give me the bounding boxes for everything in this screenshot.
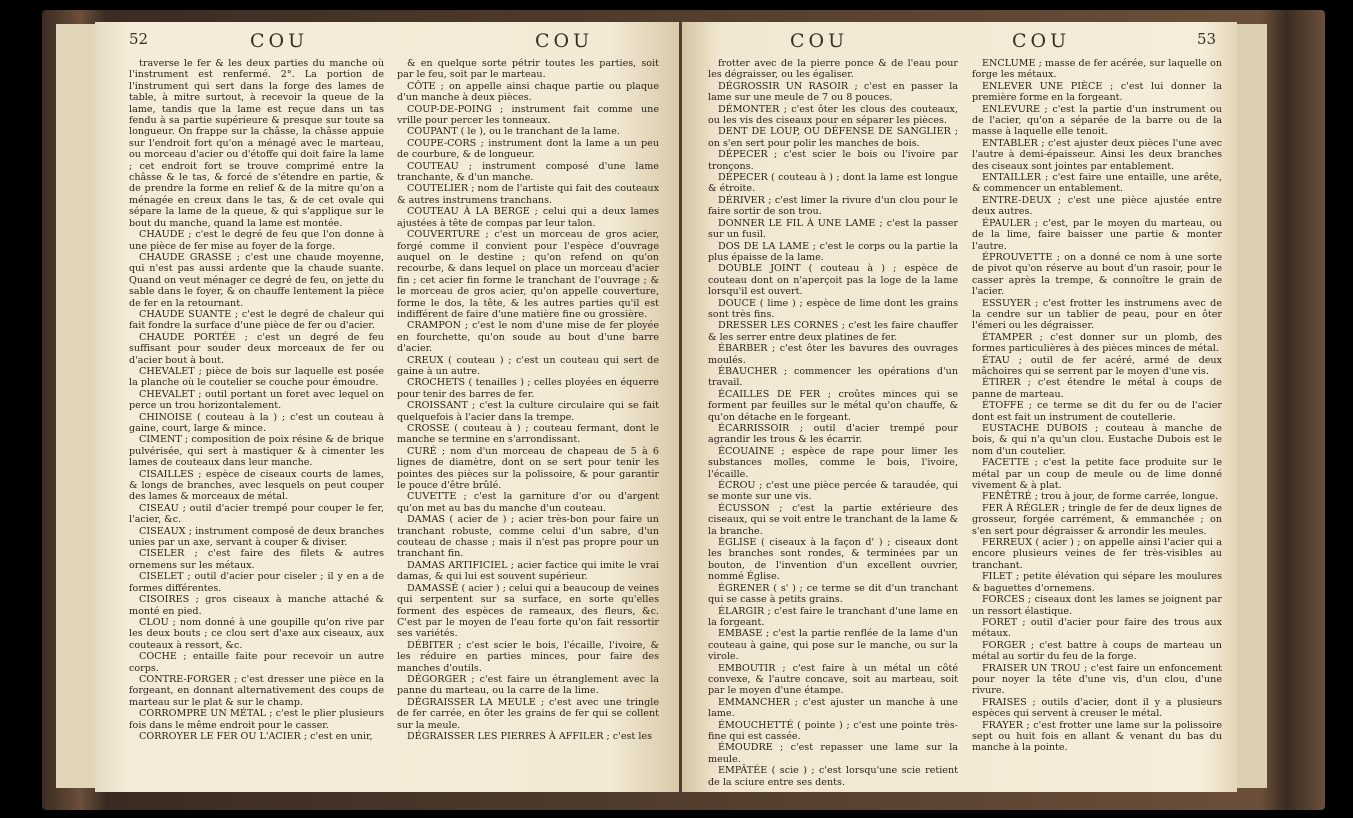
entry-paragraph: CHAUDE ; c'est le degré de feu que l'on donne à une pièce de fer mise au foyer de la forge. — [129, 229, 384, 252]
entry-paragraph: EMBASE ; c'est la partie renflée de la lame d'un couteau à gaine, qui pose sur le manche, ou sur la virole. — [708, 628, 958, 663]
entry-paragraph: DÉPECER ; c'est scier le bois ou l'ivoire par tronçons. — [708, 149, 958, 172]
right-page-edges — [1237, 24, 1267, 788]
entry-paragraph: EMPÂTÉE ( scie ) ; c'est lorsqu'une scie retient de la sciure entre ses dents. — [708, 765, 958, 788]
entry-paragraph: ÉPROUVETTE ; on a donné ce nom à une sorte de pivot qu'on réserve au bout d'un rasoir, pour le casser après la trempe, & connoître le grain de l'acier. — [972, 251, 1222, 298]
entry-paragraph: ÉPAULER ; c'est, par le moyen du marteau, ou de la lime, faire baisser une partie & monter l'autre. — [972, 217, 1222, 252]
entry-paragraph: FRAISER UN TROU ; c'est faire un enfoncement pour noyer la tête d'une vis, d'un clou, d'une rivure. — [972, 662, 1222, 697]
entry-paragraph: ÉTIRER ; c'est étendre le métal à coups de panne de marteau. — [972, 377, 1222, 400]
entry-paragraph: ENTABLER ; c'est ajuster deux pièces l'une avec l'autre à demi-épaisseur. Ainsi les deux branches des ciseaux sont jointes par entablement. — [972, 137, 1222, 172]
entry-paragraph: DÉPECER ( couteau à ) ; dont la lame est longue & étroite. — [708, 172, 958, 195]
entry-paragraph: ÉMOUCHETTÉ ( pointe ) ; c'est une pointe très-fine qui est cassée. — [708, 719, 958, 742]
entry-paragraph: CHEVALET ; outil portant un foret avec lequel on perce un trou horizontalement. — [129, 388, 384, 412]
entry-paragraph: CHINOISE ( couteau à la ) ; c'est un couteau à gaine, court, large & mince. — [129, 411, 384, 434]
entry-paragraph: CHEVALET ; pièce de bois sur laquelle est posée la planche où le coutelier se couche pour émoudre. — [129, 365, 384, 389]
entry-paragraph: COUP-DE-POING ; instrument fait comme une vrille pour percer les tonneaux. — [397, 103, 659, 127]
entry-paragraph: traverse le fer & les deux parties du manche où l'instrument est renfermé. 2°. La portion de l'instrument qui sert dans la forge des lames de table, à mitre surtout, à recevoir la queue de la lame, tandis que la lame est reçue dans un tas fendu à sa partie supérieure & presque sur toute sa longueur. On frappe sur la châsse, la châsse appuie sur l'endroit fort qu'on a ménagé avec le marteau, ou morceau d'acier ou d'étoffe qui doit faire la lame ; cet endroit fort se trouve comprimé entre la châsse & le tas, & forcé de s'étendre en partie, & de prendre la forme en relief & de la mitre qu'on a ménagée en creux dans le tas, & de cet ovale qui sépare la lame de la queue, & qui s'applique sur le bout du manche, quand la lame est montée. — [129, 58, 384, 229]
entry-paragraph: FENÊTRÉ ; trou à jour, de forme carrée, longue. — [982, 491, 1219, 503]
entry-paragraph: EUSTACHE DUBOIS ; couteau à manche de bois, & qui n'a qu'un clou. Eustache Dubois est le nom d'un coutelier. — [972, 423, 1222, 457]
entry-paragraph: FRAISES ; outils d'acier, dont il y a plusieurs espèces qui servent à creuser le métal. — [972, 696, 1222, 720]
entry-paragraph: CISEAU ; outil d'acier trempé pour couper le fer, l'acier, &c. — [129, 502, 384, 526]
entry-paragraph: ENLEVER UNE PIÈCE ; c'est lui donner la première forme en la forgeant. — [972, 80, 1222, 104]
entry-paragraph: ÉGRENER ( s' ) ; ce terme se dit d'un tranchant qui se casse à petits grains. — [708, 582, 958, 606]
entry-paragraph: & en quelque sorte pétrir toutes les parties, soit par le feu, soit par le marteau. — [397, 58, 659, 81]
entry-paragraph: CONTRE-FORGER ; c'est dresser une pièce en la forgeant, en donnant alternativement des coups de marteau sur le plat & sur le champ. — [129, 673, 384, 708]
entry-paragraph: CISOIRES ; gros ciseaux à manche attaché & monté en pied. — [129, 594, 384, 617]
entry-paragraph: ENLEVURE ; c'est la partie d'un instrument ou de l'acier, qu'on a séparée de la barre ou de la masse à laquelle elle tenoit. — [972, 103, 1222, 138]
left-column-2 — [397, 58, 659, 788]
entry-paragraph: COUPANT ( le ), ou le tranchant de la lame. — [407, 126, 620, 138]
entry-paragraph: ÉTAU ; outil de fer acéré, armé de deux mâchoires qui se serrent par le moyen d'une vis. — [972, 354, 1222, 377]
left-page — [95, 22, 679, 792]
entry-paragraph: ÉCUSSON ; c'est la partie extérieure des ciseaux, qui se voit entre le tranchant de la lame & la branche. — [708, 502, 958, 537]
entry-paragraph: ÉBARBER ; c'est ôter les bavures des ouvrages moulés. — [708, 343, 958, 366]
entry-paragraph: DÉGRAISSER LES PIERRES À AFFILER ; c'est les — [407, 730, 652, 742]
entry-paragraph: FILET ; petite élévation qui sépare les moulures & baguettes d'ornemens. — [972, 571, 1222, 594]
entry-paragraph: CÔTE ; on appelle ainsi chaque partie ou plaque d'un manche à deux pièces. — [397, 80, 659, 104]
entry-paragraph: CORROMPRE UN MÉTAL ; c'est le plier plusieurs fois dans le même endroit pour le casser. — [129, 708, 384, 731]
entry-paragraph: ÉMOUDRE ; c'est repasser une lame sur la meule. — [708, 742, 958, 765]
entry-paragraph: ESSUYER ; c'est frotter les instrumens avec de la cendre sur un tablier de peau, pour en ôter l'émeri ou les dégraisser. — [972, 297, 1222, 332]
entry-paragraph: FACETTE ; c'est la petite face produite sur le métal par un coup de meule ou de lime donné vivement & à plat. — [972, 457, 1222, 492]
entry-paragraph: COCHE ; entaille faite pour recevoir un autre corps. — [129, 651, 384, 674]
entry-paragraph: EMMANCHER ; c'est ajuster un manche à une lame. — [708, 696, 958, 720]
page-number: 53 — [1197, 30, 1217, 48]
entry-paragraph: COUTELIER ; nom de l'artiste qui fait des couteaux & autres instrumens tranchans. — [397, 183, 659, 206]
entry-paragraph: ÉLARGIR ; c'est faire le tranchant d'une lame en la forgeant. — [708, 605, 958, 628]
entry-paragraph: ÉTOFFE ; ce terme se dit du fer ou de l'acier dont est fait un instrument de coutellerie. — [972, 400, 1222, 423]
entry-paragraph: ENTRE-DEUX ; c'est une pièce ajustée entre deux autres. — [972, 194, 1222, 218]
entry-paragraph: CISAILLES ; espèce de ciseaux courts de lames, & longs de branches, avec lesquels on peut couper des lames & morceaux de métal. — [129, 468, 384, 503]
entry-paragraph: CURÉ ; nom d'un morceau de chapeau de 5 à 6 lignes de diamètre, dont on se sert pour tenir les pointes des pièces sur la polissoire, & pour garantir le pouce d'être brûlé. — [397, 445, 659, 492]
right-column-2 — [972, 58, 1222, 788]
entry-paragraph: FERREUX ( acier ) ; on appelle ainsi l'acier qui a encore plusieurs veines de fer très-visibles au tranchant. — [972, 537, 1222, 571]
entry-paragraph: COUTEAU ; instrument composé d'une lame tranchante, & d'un manche. — [397, 160, 659, 184]
entry-paragraph: ENTAILLER ; c'est faire une entaille, une arête, & commencer un entablement. — [972, 172, 1222, 195]
entry-paragraph: COUTEAU À LA BERGE ; celui qui a deux lames ajustées à tête de compas par leur talon. — [397, 206, 659, 229]
running-header-left: COU — [250, 30, 309, 52]
entry-paragraph: CROISSANT ; c'est la culture circulaire qui se fait quelquefois à l'acier dans la trempe. — [397, 400, 659, 423]
entry-paragraph: DONNER LE FIL À UNE LAME ; c'est la passer sur un fusil. — [708, 217, 958, 241]
entry-paragraph: DÉGORGER ; c'est faire un étranglement avec la panne du marteau, ou la carre de la lime. — [397, 673, 659, 697]
entry-paragraph: CRAMPON ; c'est le nom d'une mise de fer ployée en fourchette, qu'on soude au bout d'une barre d'acier. — [397, 320, 659, 355]
entry-paragraph: CLOU ; nom donné à une goupille qu'on rive par les deux bouts ; ce clou sert d'axe aux ciseaux, aux couteaux à ressort, &c. — [129, 616, 384, 651]
running-header-right: COU — [535, 30, 594, 52]
entry-paragraph: DÉGRAISSER LA MEULE ; c'est avec une tringle de fer carrée, en ôter les grains de fer qui se collent sur la meule. — [397, 696, 659, 731]
entry-paragraph: DÉMONTER ; c'est ôter les clous des couteaux, ou les vis des ciseaux pour en séparer les pièces. — [708, 103, 958, 127]
entry-paragraph: CROCHETS ( tenailles ) ; celles ployées en équerre pour tenir des barres de fer. — [397, 377, 659, 400]
left-page-edges — [56, 24, 96, 788]
entry-paragraph: DENT DE LOUP, OU DÉFENSE DE SANGLIER ; on s'en sert pour polir les manches de bois. — [708, 126, 958, 149]
running-header-left: COU — [790, 30, 849, 52]
entry-paragraph: CROSSE ( couteau à ) ; couteau fermant, dont le manche se termine en s'arrondissant. — [397, 423, 659, 446]
entry-paragraph: DOS DE LA LAME ; c'est le corps ou la partie la plus épaisse de la lame. — [708, 240, 958, 263]
entry-paragraph: ENCLUME ; masse de fer acérée, sur laquelle on forge les métaux. — [972, 58, 1222, 81]
running-header-right: COU — [1012, 30, 1071, 52]
entry-paragraph: ÉGLISE ( ciseaux à la façon d' ) ; ciseaux dont les branches sont rondes, & terminées par un bouton, de l'invention d'un excellent ouvrier, nommé Église. — [708, 537, 958, 583]
entry-paragraph: CUVETTE ; c'est la garniture d'or ou d'argent qu'on met au bas du manche d'un couteau. — [397, 491, 659, 514]
entry-paragraph: FORGER ; c'est battre à coups de marteau un métal au sortir du feu de la forge. — [972, 639, 1222, 663]
right-column-1 — [708, 58, 958, 788]
entry-paragraph: COUVERTURE ; c'est un morceau de gros acier, forgé comme il convient pour l'espèce d'ouvrage auquel on le destine ; qu'on refend on qu'on recourbe, & dans lequel on place un morceau d'acier fin ; cet acier fin forme le tranchant de l'ouvrage ; & le morceau de gros acier, qu'on appelle couverture, forme le dos, la tête, & les autres parties qu'il est indifférent de faire d'une matière fine ou grossière. — [397, 229, 659, 320]
entry-paragraph: CIMENT ; composition de poix résine & de brique pulvérisée, qui sert à mastiquer & à cimenter les lames de couteaux dans leur manche. — [129, 434, 384, 469]
entry-paragraph: DAMAS ARTIFICIEL ; acier factice qui imite le vrai damas, & qui lui est souvent supérieur. — [397, 559, 659, 583]
entry-paragraph: ÉTAMPER ; c'est donner sur un plomb, des formes particulières à des pièces minces de métal. — [972, 331, 1222, 355]
entry-paragraph: DÉGROSSIR UN RASOIR ; c'est en passer la lame sur une meule de 7 ou 8 pouces. — [708, 80, 958, 104]
entry-paragraph: DRESSER LES CORNES ; c'est les faire chauffer & les serrer entre deux platines de fer. — [708, 320, 958, 343]
entry-paragraph: ÉCOUAINE ; espèce de rape pour limer les substances molles, comme le bois, l'ivoire, l'écaille. — [708, 445, 958, 480]
entry-paragraph: DOUCE ( lime ) ; espèce de lime dont les grains sont très fins. — [708, 297, 958, 320]
entry-paragraph: CISELET ; outil d'acier pour ciseler ; il y en a de formes différentes. — [129, 571, 384, 594]
entry-paragraph: frotter avec de la pierre ponce & de l'eau pour les dégraisser, ou les égaliser. — [708, 58, 958, 81]
entry-paragraph: CISELER ; c'est faire des filets & autres ornemens sur les métaux. — [129, 548, 384, 571]
entry-paragraph: CHAUDE SUANTE ; c'est le degré de chaleur qui fait fondre la surface d'une pièce de fer ou d'acier. — [129, 308, 384, 332]
entry-paragraph: ÉCAILLES DE FER ; croûtes minces qui se forment par feuilles sur le métal qu'on chauffe, & qu'on détache en le forgeant. — [708, 388, 958, 423]
entry-paragraph: DAMASSÉ ( acier ) ; celui qui a beaucoup de veines qui serpentent sur sa surface, en sorte qu'elles forment des espèces de rameaux, des fleurs, &c. C'est par le moyen de l'eau forte qu'on fait ressortir ses variétés. — [397, 582, 659, 640]
entry-paragraph: CORROYER LE FER OU L'ACIER ; c'est en unir, — [139, 730, 373, 742]
entry-paragraph: FORET ; outil d'acier pour faire des trous aux métaux. — [972, 616, 1222, 640]
entry-paragraph: DÉRIVER ; c'est limer la rivure d'un clou pour le faire sortir de son trou. — [708, 194, 958, 218]
entry-paragraph: COUPE-CORS ; instrument dont la lame a un peu de courbure, & de longueur. — [397, 137, 659, 161]
entry-paragraph: EMBOUTIR ; c'est faire à un métal un côté convexe, & l'autre concave, soit au marteau, soit par le moyen d'une étampe. — [708, 662, 958, 697]
left-column-1 — [129, 58, 384, 788]
entry-paragraph: CREUX ( couteau ) ; c'est un couteau qui sert de gaine à un autre. — [397, 354, 659, 377]
entry-paragraph: CHAUDE GRASSE ; c'est une chaude moyenne, qui n'est pas aussi ardente que la chaude suante. Quand on veut ménager ce degré de feu, on jette du sable dans le foyer, & on chauffe lentement la pièce de fer en la retournant. — [129, 251, 384, 309]
page-number: 52 — [129, 30, 149, 48]
entry-paragraph: ÉCARRISSOIR ; outil d'acier trempé pour agrandir les trous & les écarrir. — [708, 423, 958, 446]
right-page — [682, 22, 1237, 792]
entry-paragraph: CISEAUX ; instrument composé de deux branches unies par un axe, servant à couper & diviser. — [129, 525, 384, 549]
entry-paragraph: ÉCROU ; c'est une pièce percée & taraudée, qui se monte sur une vis. — [708, 480, 958, 503]
entry-paragraph: DÉBITER ; c'est scier le bois, l'écaille, l'ivoire, & les réduire en parties minces, pour faire des manches d'outils. — [397, 639, 659, 674]
entry-paragraph: ÉBAUCHER ; commencer les opérations d'un travail. — [708, 365, 958, 389]
entry-paragraph: DAMAS ( acier de ) ; acier très-bon pour faire un tranchant robuste, comme celui d'un sabre, d'un couteau de chasse ; mais il n'est pas propre pour un tranchant fin. — [397, 514, 659, 560]
entry-paragraph: DOUBLE JOINT ( couteau à ) ; espèce de couteau dont on n'aperçoit pas la loge de la lame lorsqu'il est ouvert. — [708, 263, 958, 298]
entry-paragraph: FER À RÉGLER ; tringle de fer de deux lignes de grosseur, forgée carrément, & emmanchée ; on s'en sert pour dégraisser & arrondir les meules. — [972, 502, 1222, 537]
entry-paragraph: FRAYER ; c'est frotter une lame sur la polissoire sept ou huit fois en allant & venant du bas du manche à la pointe. — [972, 719, 1222, 754]
entry-paragraph: CHAUDE PORTÉE ; c'est un degré de feu suffisant pour souder deux morceaux de fer ou d'acier bout à bout. — [129, 331, 384, 366]
entry-paragraph: FORCES ; ciseaux dont les lames se joignent par un ressort élastique. — [972, 594, 1222, 617]
